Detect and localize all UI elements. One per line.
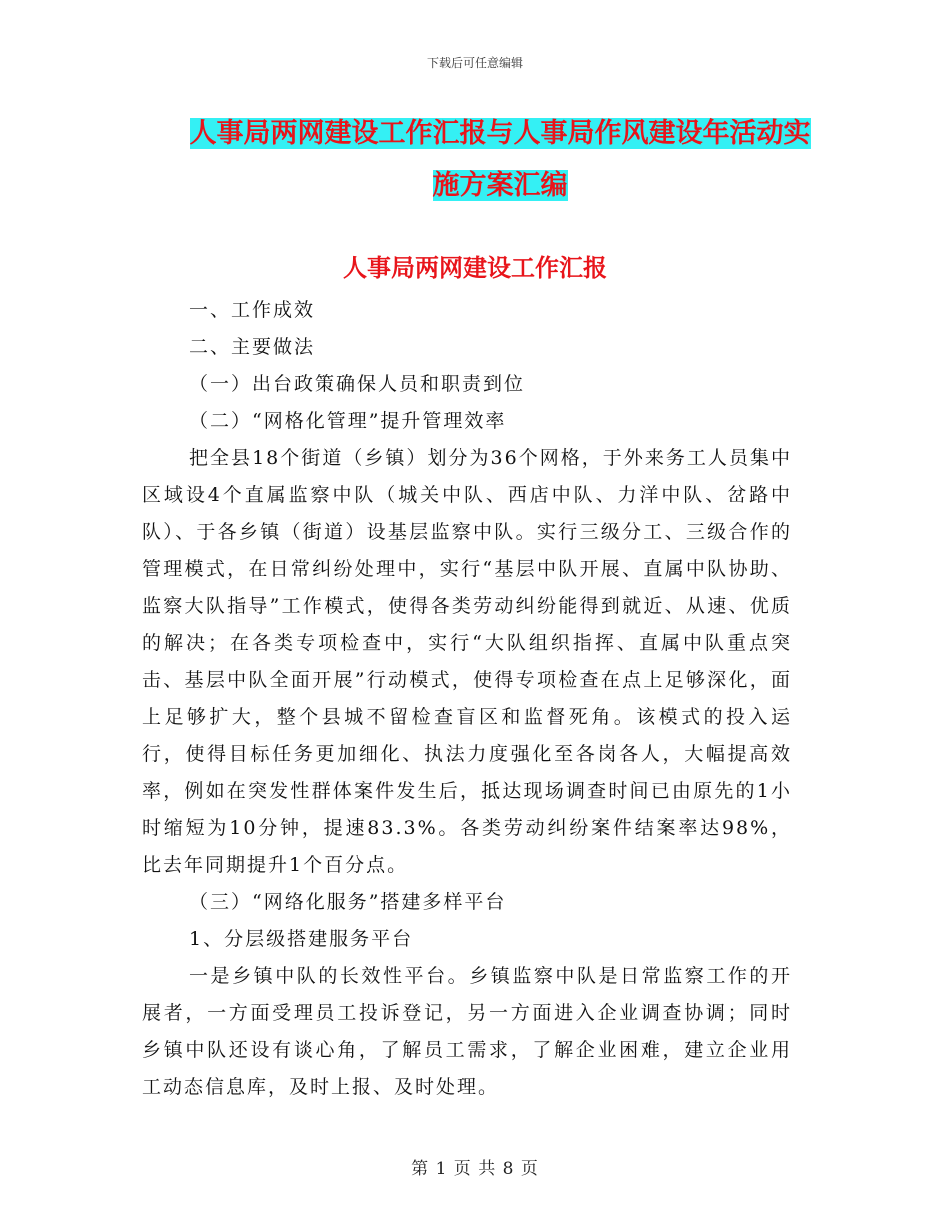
section-title: 人事局两网建设工作汇报 bbox=[343, 254, 607, 282]
page-header-note: 下载后可任意编辑 bbox=[426, 56, 523, 70]
document-title-line-2: 施方案汇编 bbox=[432, 170, 568, 201]
subheading-policy: （一）出台政策确保人员和职责到位 bbox=[189, 373, 526, 395]
paragraph-grid-management: 把全县18个街道（乡镇）划分为36个网格，于外来务工人员集中区域设4个直属监察中队（城关中队、西店中队、力洋中队、岔路中队）、于各乡镇（街道）设基层监察中队。实行三级分工、三级合作的管理模式，在日常纠纷处理中，实行“基层中队开展、直属中队协助、监察大队指导”工作模式，使得各类劳动纠纷能得到就近、从速、优质的解决；在各类专项检查中，实行“大队组织指挥、直属中队重点突击、基层中队全面开展”行动模式，使得专项检查在点上足够深化，面上足够扩大，整个县城不留检查盲区和监督死角。该模式的投入运行，使得目标任务更加细化、执法力度强化至各岗各人，大幅提高效率，例如在突发性群体案件发生后，抵达现场调查时间已由原先的1小时缩短为10分钟，提速83.3%。各类劳动纠纷案件结案率达98%，比去年同期提升1个百分点。 bbox=[142, 447, 792, 876]
heading-work-results: 一、工作成效 bbox=[189, 299, 316, 321]
paragraph-township-platform: 一是乡镇中队的长效性平台。乡镇监察中队是日常监察工作的开展者，一方面受理员工投诉登记，另一方面进入企业调查协调；同时乡镇中队还设有谈心角，了解员工需求，了解企业困难，建立企业用工动态信息库，及时上报、及时处理。 bbox=[142, 965, 792, 1098]
document-title bbox=[160, 108, 840, 212]
heading-main-practices: 二、主要做法 bbox=[189, 336, 316, 358]
page-number: 第 1 页 共 8 页 bbox=[411, 1159, 539, 1179]
subheading-network-service: （三）“网络化服务”搭建多样平台 bbox=[189, 891, 507, 913]
document-body bbox=[142, 292, 792, 1106]
subheading-grid-management: （二）“网格化管理”提升管理效率 bbox=[189, 410, 507, 432]
subheading-tiered-platform: 1、分层级搭建服务平台 bbox=[189, 928, 414, 950]
document-title-line-1: 人事局两网建设工作汇报与人事局作风建设年活动实 bbox=[189, 118, 811, 149]
